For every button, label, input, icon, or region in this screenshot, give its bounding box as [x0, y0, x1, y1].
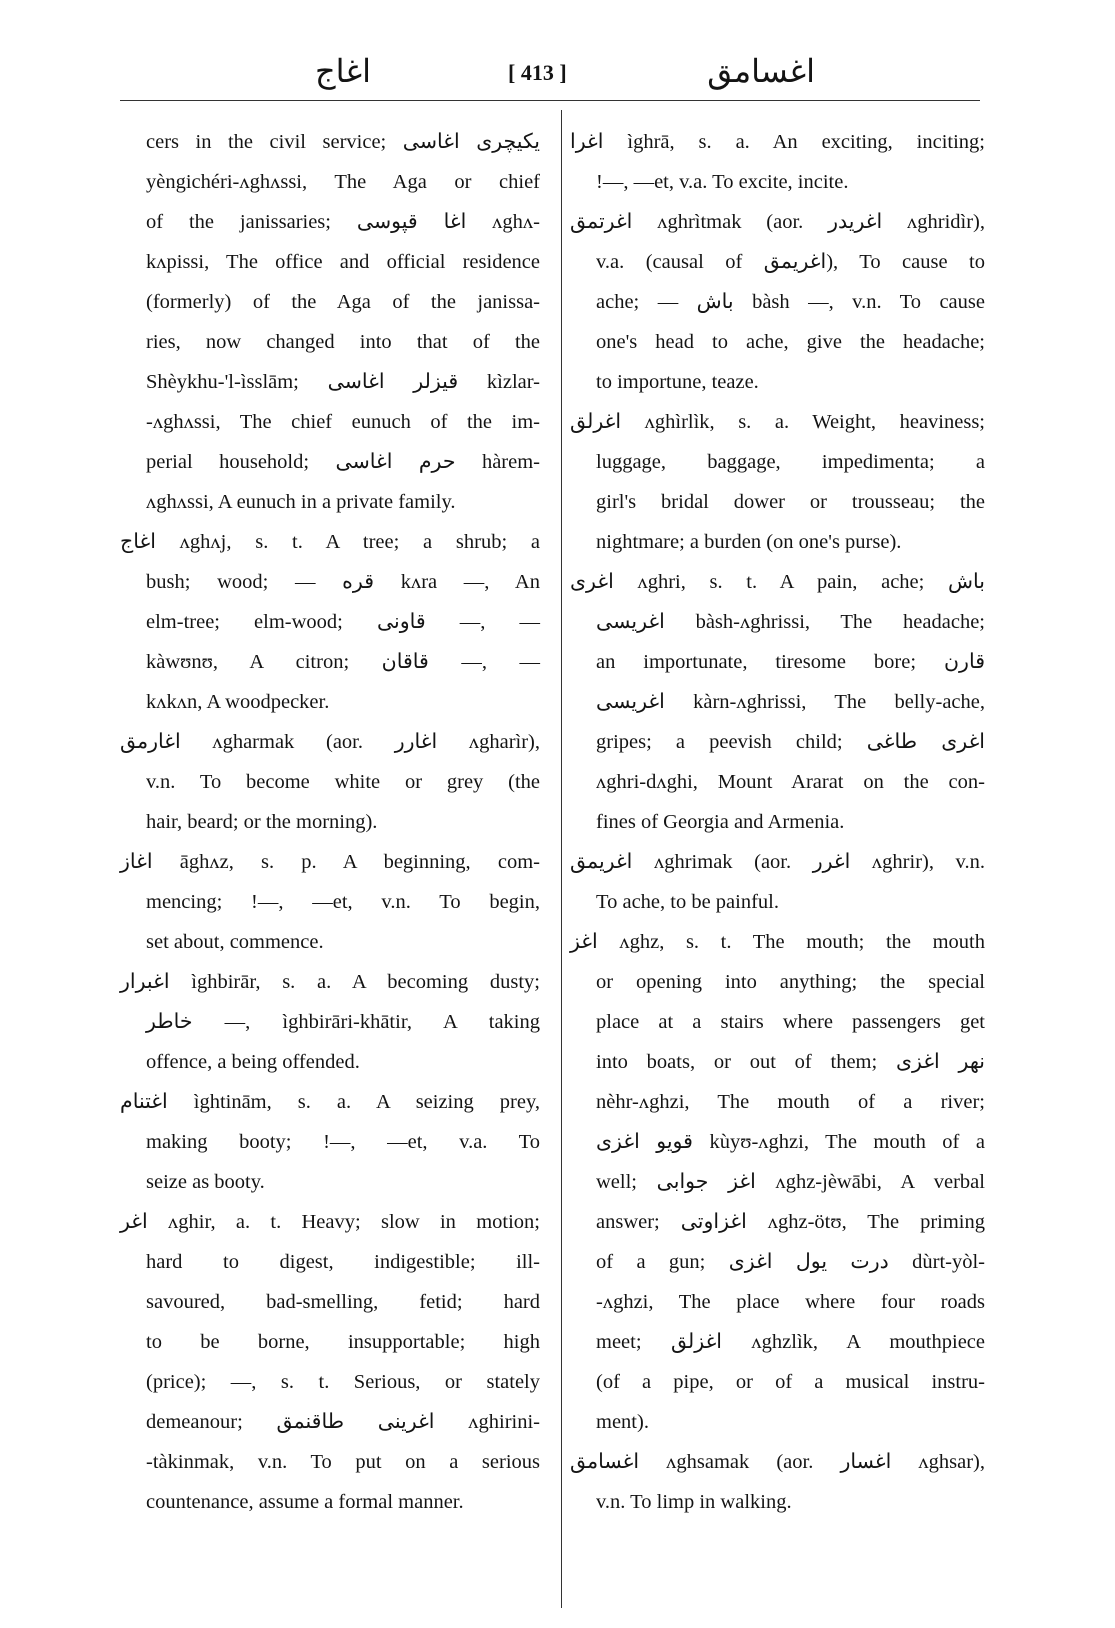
left-column — [120, 122, 540, 1522]
page-number: [ 413 ] — [508, 60, 567, 85]
text-line: perial household; حرم اغاسی hàrem- — [146, 451, 541, 473]
text-line: of a gun; درت یول اغزی dùrt-yòl- — [596, 1251, 986, 1273]
text-line: making booty; !—, —et, v.a. To — [146, 1131, 540, 1153]
page-header — [120, 52, 980, 102]
text-line: اغرلق ʌghìrlìk, s. a. Weight, heaviness; — [570, 411, 985, 433]
text-line: demeanour; اغرینی طاقنمق ʌghirini- — [146, 1411, 541, 1433]
text-line: اغرا ìghrā, s. a. An exciting, inciting; — [570, 131, 985, 153]
column-divider — [561, 110, 562, 1608]
text-line: اغز ʌghz, s. t. The mouth; the mouth — [570, 931, 985, 953]
text-line: اغریمق ʌghrimak (aor. اغرر ʌghrir), v.n. — [570, 851, 985, 873]
text-line: or opening into anything; the special — [596, 971, 985, 993]
text-line: seize as booty. — [146, 1171, 265, 1193]
text-line: اغریسی kàrn-ʌghrissi, The belly-ache, — [596, 691, 985, 713]
text-line: mencing; !—, —et, v.n. To begin, — [146, 891, 540, 913]
header-rule — [120, 100, 980, 101]
text-line: cers in the civil service; یکیچری اغاسی — [146, 131, 540, 153]
text-line: اغتنام ìghtinām, s. a. A seizing prey, — [120, 1091, 540, 1113]
text-line: اغاز āghʌz, s. p. A beginning, com- — [120, 851, 540, 873]
text-line: of the janissaries; اغا قپوسی ʌghʌ- — [146, 211, 540, 233]
text-line: v.n. To become white or grey (the — [146, 771, 540, 793]
right-column — [570, 122, 985, 1522]
text-line: اغریسی bàsh-ʌghrissi, The headache; — [596, 611, 985, 633]
text-line: !—, —et, v.a. To excite, incite. — [596, 171, 849, 193]
text-line: countenance, assume a formal manner. — [146, 1491, 464, 1513]
text-line: bush; wood; — قره kʌra —, An — [146, 571, 540, 593]
text-line: خاطر —, ìghbirāri-khātir, A taking — [146, 1011, 540, 1033]
text-line: into boats, or out of them; نهر اغزی — [596, 1051, 985, 1073]
text-line: ʌghʌssi, A eunuch in a private family. — [146, 491, 456, 513]
text-line: nightmare; a burden (on one's purse). — [596, 531, 902, 553]
text-line: kàwʊnʊ, A citron; قاقان —, — — [146, 651, 541, 673]
text-line: اغبرار ìghbirār, s. a. A becoming dusty; — [120, 971, 540, 993]
text-line: place at a stairs where passengers get — [596, 1011, 985, 1033]
text-line: well; اغز جوابی ʌghz-jèwābi, A verbal — [596, 1171, 985, 1193]
text-line: answer; اغزاوتی ʌghz-ötʊ, The priming — [596, 1211, 985, 1233]
text-line: set about, commence. — [146, 931, 324, 953]
header-left-word: اغاج — [315, 53, 372, 89]
text-line: one's head to ache, give the headache; — [596, 331, 985, 353]
text-line: اغارمق ʌgharmak (aor. اغارر ʌgharìr), — [120, 731, 540, 753]
text-line: elm-tree; elm-wood; قاونی —, — — [146, 611, 540, 633]
text-line: luggage, baggage, impedimenta; a — [596, 451, 985, 473]
text-line: kʌkʌn, A woodpecker. — [146, 691, 330, 713]
text-line: meet; اغزلق ʌghzlìk, A mouthpiece — [596, 1331, 985, 1353]
text-line: To ache, to be painful. — [596, 891, 779, 913]
text-line: اغرتمق ʌghrìtmak (aor. اغریدر ʌghridìr), — [570, 211, 985, 233]
text-line: (price); —, s. t. Serious, or stately — [146, 1371, 540, 1393]
text-line: ment). — [596, 1411, 649, 1433]
text-line: hard to digest, indigestible; ill- — [146, 1251, 540, 1273]
text-line: ʌghri-dʌghi, Mount Ararat on the con- — [596, 771, 985, 793]
text-line: to be borne, insupportable; high — [146, 1331, 540, 1353]
text-line: yèngichéri-ʌghʌssi, The Aga or chief — [146, 171, 540, 193]
text-line: girl's bridal dower or trousseau; the — [596, 491, 985, 513]
text-line: (of a pipe, or of a musical instru- — [596, 1371, 985, 1393]
text-line: v.a. (causal of اغریمق), To cause to — [596, 251, 985, 273]
text-line: fines of Georgia and Armenia. — [596, 811, 845, 833]
text-line: قویو اغزی kùyʊ-ʌghzi, The mouth of a — [596, 1131, 985, 1153]
text-line: اغاج ʌghʌj, s. t. A tree; a shrub; a — [120, 531, 540, 553]
text-line: (formerly) of the Aga of the janissa- — [146, 291, 540, 313]
text-line: an importunate, tiresome bore; قارن — [596, 651, 985, 673]
text-line: v.n. To limp in walking. — [596, 1491, 792, 1513]
text-line: اغسامق ʌghsamak (aor. اغسار ʌghsar), — [570, 1451, 985, 1473]
text-line: gripes; a peevish child; اغری طاغی — [596, 731, 985, 753]
text-line: ries, now changed into that of the — [146, 331, 540, 353]
text-line: -ʌghʌssi, The chief eunuch of the im- — [146, 411, 540, 433]
text-line: Shèykhu-'l-ìsslām; قیزلر اغاسی kìzlar- — [146, 371, 540, 393]
text-line: اغر ʌghir, a. t. Heavy; slow in motion; — [120, 1211, 540, 1233]
text-line: -tàkinmak, v.n. To put on a serious — [146, 1451, 540, 1473]
text-line: savoured, bad-smelling, fetid; hard — [146, 1291, 540, 1313]
text-line: nèhr-ʌghzi, The mouth of a river; — [596, 1091, 985, 1113]
text-line: ache; — باش bàsh —, v.n. To cause — [596, 291, 985, 313]
header-right-word: اغسامق — [707, 53, 815, 89]
text-line: اغری ʌghri, s. t. A pain, ache; باش — [570, 571, 985, 593]
text-line: kʌpissi, The office and official residence — [146, 251, 540, 273]
text-line: -ʌghzi, The place where four roads — [596, 1291, 985, 1313]
text-line: to importune, teaze. — [596, 371, 759, 393]
text-line: hair, beard; or the morning). — [146, 811, 378, 833]
text-line: offence, a being offended. — [146, 1051, 360, 1073]
